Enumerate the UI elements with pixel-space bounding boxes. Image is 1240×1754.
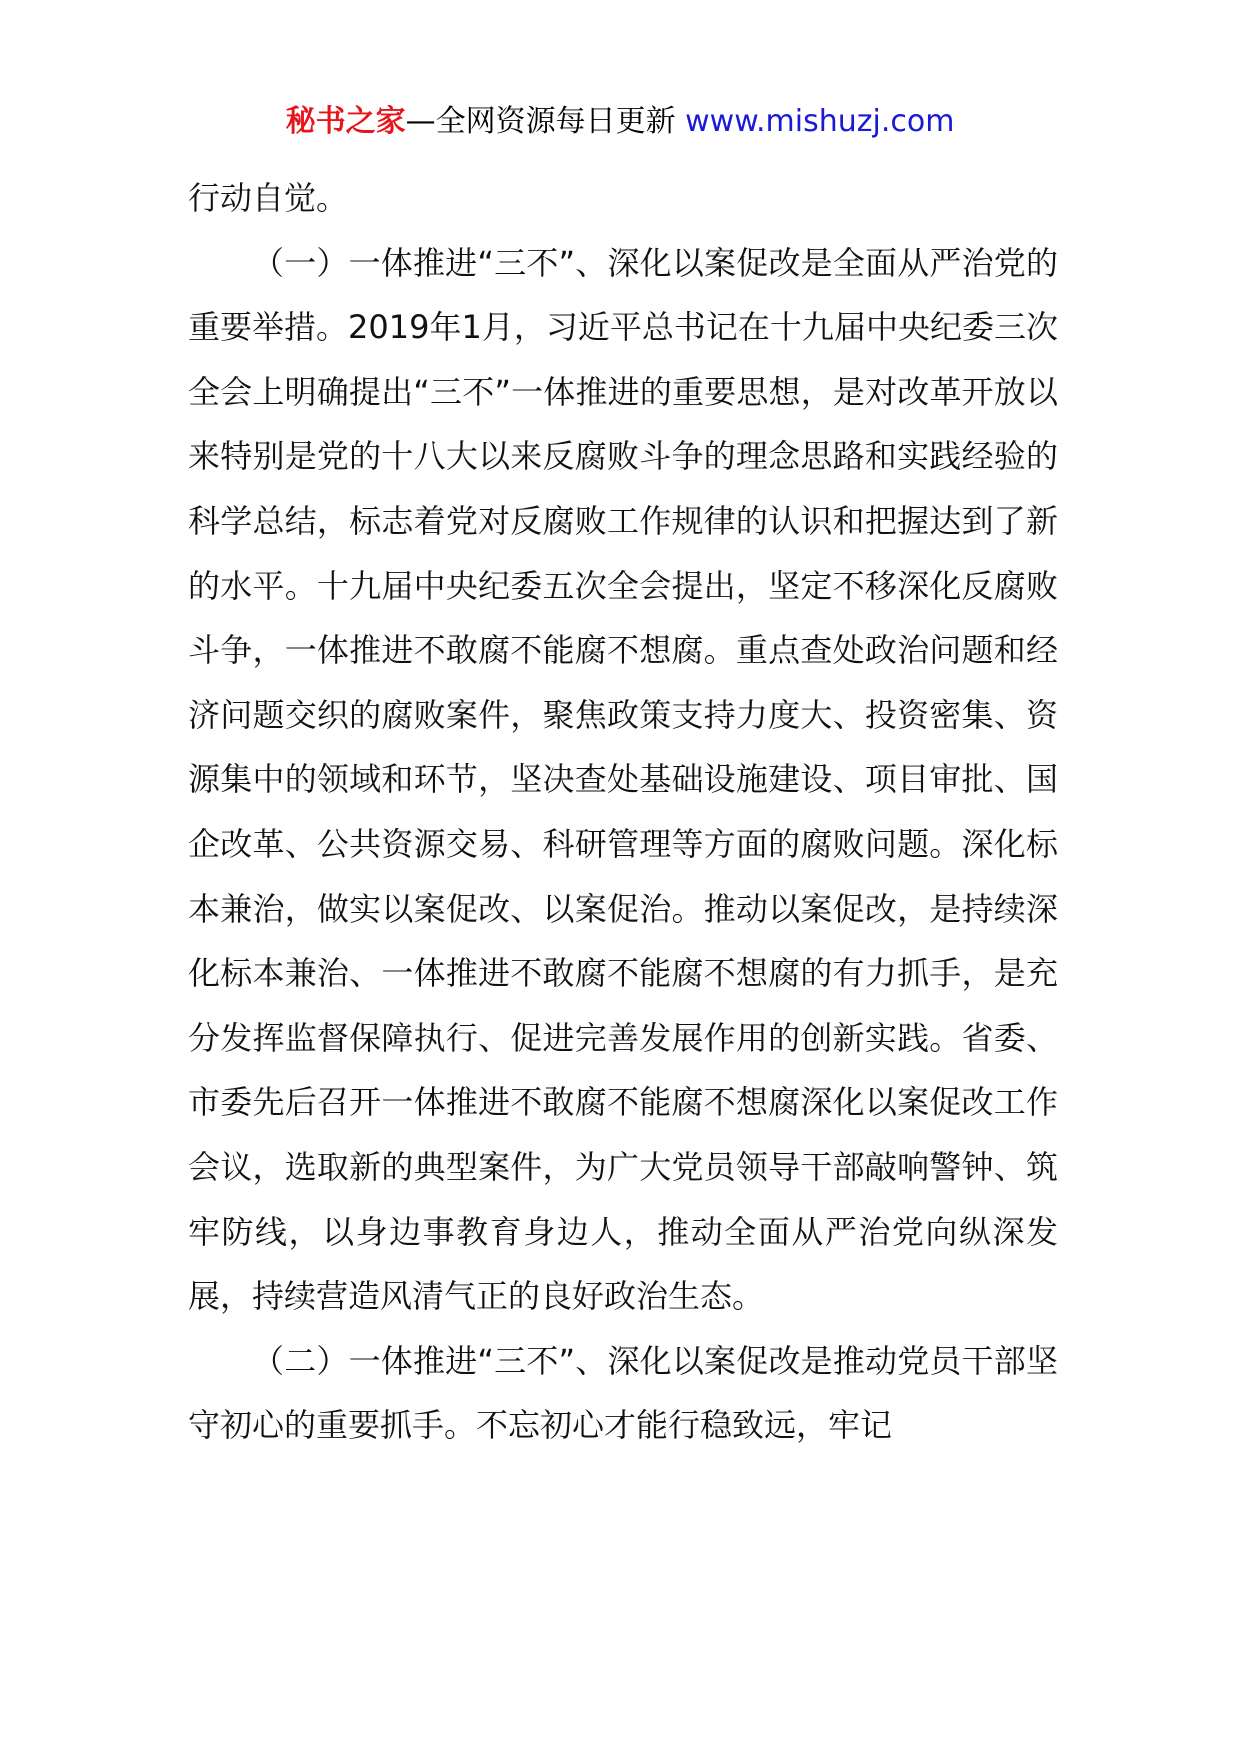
paragraph-section-1: （一）一体推进“三不”、深化以案促改是全面从严治党的重要举措。2019年1月，习近平总书记在十九届中央纪委三次全会上明确提出“三不”一体推进的重要思想，是对改革开放以来特别是党的十八大以来反腐败斗争的理念思路和实践经验的科学总结，标志着党对反腐败工作规律的认识和把握达到了新的水平。十九届中央纪委五次全会提出，坚定不移深化反腐败斗争，一体推进不敢腐不能腐不想腐。重点查处政治问题和经济问题交织的腐败案件，聚焦政策支持力度大、投资密集、资源集中的领域和环节，坚决查处基础设施建设、项目审批、国企改革、公共资源交易、科研管理等方面的腐败问题。深化标本兼治，做实以案促改、以案促治。推动以案促改，是持续深化标本兼治、一体推进不敢腐不能腐不想腐的有力抓手，是充分发挥监督保障执行、促进完善发展作用的创新实践。省委、市委先后召开一体推进不敢腐不能腐不想腐深化以案促改工作会议，选取新的典型案件，为广大党员领导干部敲响警钟、筑牢防线，以身边事教育身边人，推动全面从严治党向纵深发展，持续营造风清气正的良好政治生态。 — [188, 243, 1058, 1316]
site-header — [0, 102, 1240, 142]
brand-name: 秘书之家 — [285, 104, 406, 139]
paragraph-section-2: （二）一体推进“三不”、深化以案促改是推动党员干部坚守初心的重要抓手。不忘初心才能行稳致远，牢记 — [188, 1341, 1058, 1445]
document-body — [188, 166, 1058, 1458]
site-url-link[interactable]: www.mishuzj.com — [685, 104, 955, 139]
paragraph-continuation: 行动自觉。 — [188, 179, 349, 217]
site-slogan: —全网资源每日更新 — [405, 104, 676, 139]
